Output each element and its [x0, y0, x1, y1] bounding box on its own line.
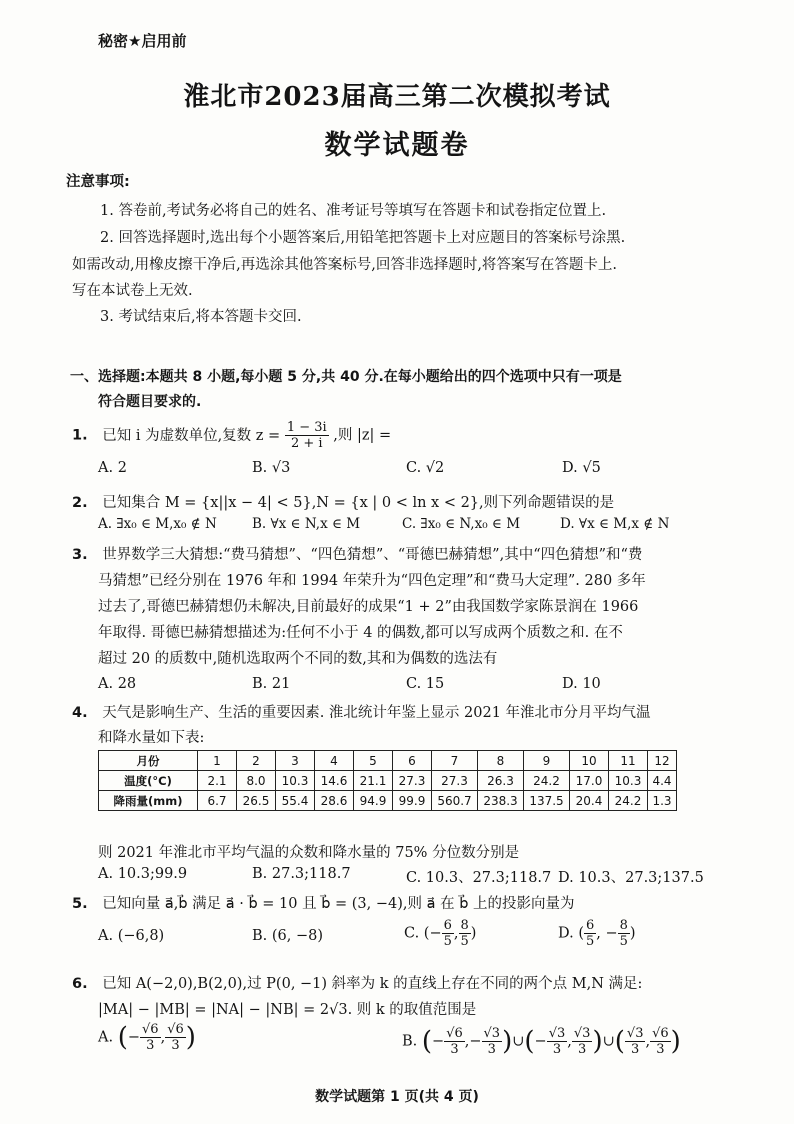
fraction-denominator: 5 — [585, 934, 595, 949]
fraction — [625, 1026, 646, 1057]
option-b: B. ∀x ∈ N,x ∈ M — [252, 516, 361, 532]
union-sign: ∪ — [602, 1033, 615, 1050]
table-cell: 137.5 — [524, 791, 570, 811]
exam-title: 淮北市2023届高三第二次模拟考试 — [183, 82, 611, 112]
fraction — [650, 1026, 671, 1057]
fraction-numerator: 8 — [460, 918, 469, 933]
option-b: B. √3 — [252, 460, 291, 476]
fraction-denominator: 5 — [460, 934, 469, 949]
minus-sign: − — [469, 1033, 482, 1050]
fraction-numerator: 8 — [619, 918, 628, 933]
question-text: 世界数学三大猜想:“费马猜想”、“四色猜想”、“哥德巴赫猜想”,其中“四色猜想”和“费 — [102, 547, 643, 563]
table-header-cell: 温度(°C) — [99, 771, 198, 791]
question-3 — [72, 543, 642, 564]
fraction-denominator: 3 — [578, 1042, 587, 1057]
table-cell: 12 — [648, 751, 677, 771]
question-number: 1. — [72, 427, 88, 444]
option-c-comma: , — [453, 925, 459, 942]
question-text: 和降水量如下表: — [98, 730, 205, 746]
option-a — [98, 1022, 196, 1053]
table-row-temperature — [99, 771, 677, 791]
table-cell: 6 — [393, 751, 432, 771]
table-cell: 24.2 — [524, 771, 570, 791]
fraction-numerator: √6 — [446, 1026, 463, 1041]
table-cell: 2 — [237, 751, 276, 771]
minus-sign: − — [127, 1029, 141, 1046]
table-cell: 1.3 — [648, 791, 677, 811]
question-text: 马猜想”已经分别在 1976 年和 1994 年荣升为“四色定理”和“费马大定理”. 280 多年 — [98, 573, 646, 589]
fraction — [165, 1022, 186, 1053]
fraction-numerator: √3 — [573, 1026, 591, 1041]
fraction — [584, 918, 596, 949]
notice-item: 1. 答卷前,考试务必将自己的姓名、准考证号等填写在答题卡和试卷指定位置上. — [100, 203, 607, 219]
fraction-denominator: 3 — [656, 1042, 665, 1057]
question-text: 超过 20 的质数中,随机选取两个不同的数,其和为偶数的选法有 — [98, 651, 498, 667]
option-d-sep: , − — [596, 925, 618, 942]
option-b — [402, 1026, 681, 1057]
paren-right: ) — [502, 1026, 513, 1057]
option-label: A. — [98, 1029, 114, 1046]
paren-left: ( — [614, 1026, 625, 1057]
question-6 — [72, 972, 642, 993]
question-number: 2. — [72, 495, 88, 511]
table-cell: 27.3 — [432, 771, 478, 791]
fraction-numerator: √6 — [142, 1022, 159, 1037]
table-cell: 94.9 — [354, 791, 393, 811]
option-c-prefix: C. (− — [404, 925, 442, 942]
option-b: B. (6, −8) — [252, 928, 324, 944]
comma: , — [645, 1033, 651, 1050]
paren-left: ( — [524, 1026, 535, 1057]
option-c: C. 10.3、27.3;118.7 — [406, 870, 552, 886]
table-cell: 28.6 — [315, 791, 354, 811]
question-2 — [72, 491, 614, 512]
table-cell: 8.0 — [237, 771, 276, 791]
fraction — [459, 918, 471, 949]
page-footer: 数学试题第 1 页(共 4 页) — [315, 1089, 479, 1105]
fraction — [444, 1026, 465, 1057]
question-text: 已知 i 为虚数单位,复数 z = — [102, 427, 281, 444]
section-heading-cont: 符合题目要求的. — [98, 394, 202, 410]
table-cell: 9 — [524, 751, 570, 771]
option-d: D. √5 — [562, 460, 601, 476]
table-row-rainfall — [99, 791, 677, 811]
table-cell: 238.3 — [478, 791, 524, 811]
comma: , — [567, 1033, 572, 1050]
table-cell: 26.3 — [478, 771, 524, 791]
option-c-suffix: ) — [470, 925, 477, 942]
option-a: A. (−6,8) — [98, 928, 165, 944]
fraction-numerator: √6 — [652, 1026, 669, 1041]
fraction — [285, 420, 329, 451]
table-cell: 6.7 — [198, 791, 237, 811]
option-d: D. ∀x ∈ M,x ∉ N — [560, 516, 670, 532]
fraction-denominator: 3 — [631, 1042, 640, 1057]
question-number: 6. — [72, 976, 88, 992]
table-cell: 24.2 — [609, 791, 648, 811]
fraction — [547, 1026, 568, 1057]
question-text: ,则 |z| = — [333, 427, 392, 444]
question-text: 已知 A(−2,0),B(2,0),过 P(0, −1) 斜率为 k 的直线上存在不同的两个点 M,N 满足: — [102, 976, 643, 992]
table-cell: 10.3 — [609, 771, 648, 791]
table-cell: 55.4 — [276, 791, 315, 811]
question-text: |MA| − |MB| = |NA| − |NB| = 2√3. 则 k 的取值范围是 — [98, 1002, 477, 1018]
question-text: 过去了,哥德巴赫猜想仍未解决,目前最好的成果“1 + 2”由我国数学家陈景润在 1966 — [98, 599, 639, 615]
minus-sign: − — [534, 1033, 547, 1050]
table-cell: 4.4 — [648, 771, 677, 791]
option-d-prefix: D. ( — [558, 925, 584, 942]
fraction — [442, 918, 454, 949]
table-header-cell: 降雨量(mm) — [99, 791, 198, 811]
paren-right: ) — [185, 1022, 196, 1053]
question-1 — [72, 420, 391, 451]
minus-sign: − — [432, 1033, 445, 1050]
paren-left: ( — [421, 1026, 433, 1057]
option-a: A. ∃x₀ ∈ M,x₀ ∉ N — [98, 516, 217, 532]
union-sign: ∪ — [512, 1033, 525, 1050]
question-text: 年取得. 哥德巴赫猜想描述为:任何不小于 4 的偶数,都可以写成两个质数之和. 在不 — [98, 625, 623, 641]
question-text: 已知向量 a⃗,b⃗ 满足 a⃗ · b⃗ = 10 且 b⃗ = (3, −4),则 a⃗ 在 b⃗ 上的投影向量为 — [102, 896, 575, 912]
fraction-numerator: √3 — [483, 1026, 501, 1041]
table-cell: 560.7 — [432, 791, 478, 811]
paren-left: ( — [117, 1022, 128, 1053]
fraction-denominator: 5 — [619, 934, 628, 949]
comma: , — [160, 1029, 166, 1046]
fraction-numerator: 1 − 3i — [286, 420, 327, 435]
confidential-label: 秘密★启用前 — [98, 32, 187, 50]
fraction-denominator: 5 — [443, 934, 452, 949]
table-cell: 3 — [276, 751, 315, 771]
option-a: A. 28 — [98, 676, 137, 692]
option-d: D. 10.3、27.3;137.5 — [558, 870, 704, 886]
table-cell: 1 — [198, 751, 237, 771]
table-cell: 8 — [478, 751, 524, 771]
fraction-numerator: 6 — [585, 918, 595, 933]
fraction — [140, 1022, 161, 1053]
fraction — [482, 1026, 503, 1057]
table-cell: 7 — [432, 751, 478, 771]
fraction — [572, 1026, 593, 1057]
table-header-cell: 月份 — [99, 751, 198, 771]
fraction-denominator: 3 — [552, 1042, 562, 1057]
fraction-denominator: 3 — [450, 1042, 459, 1057]
question-text: 则 2021 年淮北市平均气温的众数和降水量的 75% 分位数分别是 — [98, 845, 520, 861]
table-cell: 26.5 — [237, 791, 276, 811]
table-cell: 2.1 — [198, 771, 237, 791]
fraction — [618, 918, 630, 949]
question-number: 4. — [72, 705, 88, 721]
table-cell: 14.6 — [315, 771, 354, 791]
table-row-months — [99, 751, 677, 771]
section-heading: 一、选择题:本题共 8 小题,每小题 5 分,共 40 分.在每小题给出的四个选项中只有一项是 — [70, 369, 622, 385]
fraction-denominator: 3 — [146, 1038, 155, 1053]
option-c: C. √2 — [406, 460, 445, 476]
paren-right: ) — [592, 1026, 603, 1057]
notice-item: 2. 回答选择题时,选出每个小题答案后,用铅笔把答题卡上对应题目的答案标号涂黑. — [100, 230, 626, 246]
question-text: 已知集合 M = {x||x − 4| < 5},N = {x | 0 < ln x < 2},则下列命题错误的是 — [102, 495, 615, 511]
notice-item: 写在本试卷上无效. — [72, 283, 193, 299]
paren-right: ) — [670, 1026, 681, 1057]
table-cell: 10.3 — [276, 771, 315, 791]
question-4 — [72, 701, 651, 722]
table-cell: 21.1 — [354, 771, 393, 791]
comma: , — [464, 1033, 470, 1050]
option-b: B. 21 — [252, 676, 291, 692]
fraction-numerator: 6 — [443, 918, 452, 933]
fraction-denominator: 2 + i — [290, 436, 323, 451]
exam-subtitle: 数学试题卷 — [324, 130, 470, 161]
fraction-denominator: 3 — [171, 1038, 180, 1053]
table-cell: 5 — [354, 751, 393, 771]
option-b: B. 27.3;118.7 — [252, 866, 351, 882]
fraction-denominator: 3 — [487, 1042, 496, 1057]
table-cell: 17.0 — [570, 771, 609, 791]
notice-item: 3. 考试结束后,将本答题卡交回. — [100, 309, 302, 325]
table-cell: 11 — [609, 751, 648, 771]
fraction-numerator: √6 — [167, 1022, 184, 1037]
table-cell: 4 — [315, 751, 354, 771]
notice-heading: 注意事项: — [66, 174, 130, 190]
notice-item: 如需改动,用橡皮擦干净后,再选涂其他答案标号,回答非选择题时,将答案写在答题卡上. — [72, 257, 618, 273]
table-cell: 27.3 — [393, 771, 432, 791]
option-label: B. — [402, 1033, 418, 1050]
table-cell: 99.9 — [393, 791, 432, 811]
question-text: 天气是影响生产、生活的重要因素. 淮北统计年鉴上显示 2021 年淮北市分月平均气温 — [102, 705, 651, 721]
option-c: C. ∃x₀ ∈ N,x₀ ∈ M — [402, 516, 521, 532]
option-d: D. 10 — [562, 676, 601, 692]
table-cell: 20.4 — [570, 791, 609, 811]
question-number: 5. — [72, 896, 88, 912]
option-a: A. 2 — [98, 460, 127, 476]
option-c — [404, 918, 476, 949]
fraction-numerator: √3 — [626, 1026, 644, 1041]
option-c: C. 15 — [406, 676, 445, 692]
weather-table — [98, 750, 677, 811]
table-cell: 10 — [570, 751, 609, 771]
option-a: A. 10.3;99.9 — [98, 866, 188, 882]
fraction-numerator: √3 — [548, 1026, 566, 1041]
question-5 — [72, 892, 575, 913]
question-number: 3. — [72, 547, 88, 563]
option-d-suffix: ) — [629, 925, 636, 942]
option-d — [558, 918, 636, 949]
